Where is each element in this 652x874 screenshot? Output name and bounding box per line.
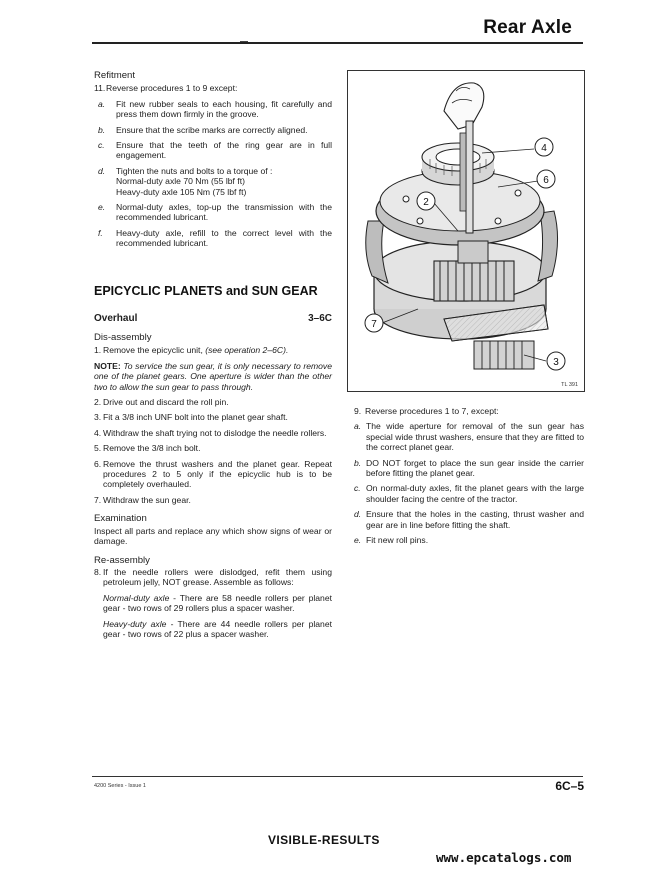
torque-heavy: Heavy-duty axle 105 Nm (75 lbf ft)	[116, 186, 247, 197]
item-letter: f.	[98, 227, 103, 238]
header-rule	[92, 42, 583, 44]
step-text: Withdraw the sun gear.	[103, 494, 191, 505]
item-letter: a.	[98, 98, 106, 109]
item-text: Ensure that the scribe marks are correctly aligned.	[116, 124, 308, 135]
step-number: 6.	[94, 458, 102, 469]
watermark-link[interactable]: www.epcatalogs.com	[436, 850, 572, 865]
footer-series: 4200 Series - Issue 1	[94, 783, 146, 789]
epicyclic-figure	[347, 70, 585, 392]
refitment-item-e	[94, 202, 332, 223]
step-text: Withdraw the shaft trying not to dislodge the needle rollers.	[103, 427, 327, 438]
step-text: If the needle rollers were dislodged, refit them using petroleum jelly, NOT grease. Assemble as follows:	[103, 566, 332, 588]
item-text: On normal-duty axles, fit the planet gears with the large shoulder facing the centre of the tractor.	[366, 483, 584, 504]
planet-gear	[434, 261, 514, 301]
step-9	[354, 406, 584, 416]
refitment-item-a	[94, 99, 332, 120]
refitment-item-d	[94, 166, 332, 197]
disassembly-heading: Dis-assembly	[94, 332, 152, 343]
planet-shaft	[466, 121, 473, 233]
step-9-item-e	[354, 535, 584, 545]
item-text: DO NOT forget to place the sun gear inside the carrier before fitting the planet gear.	[366, 457, 584, 479]
figure-code: TL 391	[561, 382, 578, 388]
item-text: Ensure that the holes in the casting, thrust washer and gear are in line before fitting the shaft.	[366, 509, 584, 530]
operation-code: 3–6C	[308, 313, 332, 324]
step-9-item-c	[354, 483, 584, 504]
hand	[444, 83, 484, 129]
svg-text:4: 4	[541, 143, 547, 154]
svg-text:6: 6	[543, 175, 549, 186]
item-text: Tighten the nuts and bolts to a torque of :	[116, 165, 273, 176]
item-text: Fit new roll pins.	[366, 535, 429, 546]
step-number: 7.	[94, 494, 102, 505]
torque-normal: Normal-duty axle 70 Nm (55 lbf ft)	[116, 176, 245, 187]
step-number: 3.	[94, 412, 102, 423]
item-text: Fit new rubber seals to each housing, fit carefully and press them down firmly in the groove.	[116, 98, 332, 120]
normal-duty-label: Normal-duty axle	[103, 592, 170, 603]
item-letter: c.	[98, 140, 105, 151]
footer-rule	[92, 776, 583, 777]
refitment-step-11	[94, 83, 332, 93]
step-number: 11.	[94, 83, 106, 94]
note-text: To service the sun gear, it is only necessary to remove one of the planet gears. One aperture is wider than the other two to allow the sun gear to pass through.	[94, 360, 332, 392]
step-number: 4.	[94, 427, 102, 438]
callout-6	[547, 352, 565, 370]
item-text: Heavy-duty axle, refill to the correct level with the recommended lubricant.	[116, 227, 332, 249]
disassembly-step-5	[94, 443, 332, 453]
item-letter: e.	[354, 535, 362, 546]
refitment-item-b	[94, 125, 332, 135]
normal-duty-text: - There are 58 needle rollers per planet gear - two rows of 29 rollers plus a spacer washer.	[103, 592, 332, 614]
callout-4	[537, 170, 555, 188]
callout-3	[535, 138, 553, 156]
svg-text:3: 3	[553, 357, 559, 368]
refitment-block	[94, 71, 332, 254]
step-number: 8.	[94, 566, 102, 577]
item-letter: d.	[98, 165, 106, 176]
disassembly-block	[94, 333, 332, 644]
page-number: 6C–5	[555, 779, 584, 793]
disassembly-step-3	[94, 412, 332, 422]
examination-text: Inspect all parts and replace any which show signs of wear or damage.	[94, 525, 332, 547]
step-9-item-b	[354, 458, 584, 479]
normal-duty-rollers	[94, 593, 332, 614]
banner-text: VISIBLE-RESULTS	[268, 833, 380, 847]
item-text: Ensure that the teeth of the ring gear are in full engagement.	[116, 140, 332, 161]
item-letter: b.	[98, 124, 106, 135]
step-number: 2.	[94, 397, 102, 408]
note-label: NOTE:	[94, 360, 121, 371]
note	[94, 361, 332, 392]
overhaul-label: Overhaul	[94, 313, 138, 324]
reassembly-step-8	[94, 567, 332, 588]
heavy-duty-text: - There are 44 needle rollers per planet gear - two rows of 22 plus a spacer washer.	[103, 618, 332, 639]
step-text: Reverse procedures 1 to 9 except:	[106, 83, 238, 94]
svg-text:2: 2	[423, 197, 429, 208]
step-number: 1.	[94, 345, 102, 356]
refitment-heading: Refitment	[94, 70, 136, 81]
item-letter: e.	[98, 202, 106, 213]
heavy-duty-label: Heavy-duty axle	[103, 618, 167, 629]
refitment-item-f	[94, 228, 332, 249]
disassembly-step-2	[94, 397, 332, 407]
step-text: Fit a 3/8 inch UNF bolt into the planet gear shaft.	[103, 412, 288, 423]
item-letter: d.	[354, 509, 362, 520]
refitment-item-c	[94, 140, 332, 161]
epicyclic-hub-illustration	[348, 71, 584, 391]
step-text: Remove the thrust washers and the planet gear. Repeat procedures 2 to 5 only if the epicyclic hub is to be completely overhauled.	[103, 458, 332, 490]
item-letter: b.	[354, 457, 362, 468]
callout-7	[365, 314, 383, 332]
disassembly-step-6	[94, 459, 332, 490]
heavy-duty-rollers	[94, 619, 332, 640]
disassembly-step-1	[94, 345, 332, 355]
item-text: Normal-duty axles, top-up the transmission with the recommended lubricant.	[116, 202, 332, 223]
sun-gear	[458, 241, 488, 263]
examination-heading: Examination	[94, 513, 147, 525]
reassembly-heading: Re-assembly	[94, 554, 150, 566]
item-letter: a.	[354, 421, 362, 432]
step-number: 5.	[94, 443, 102, 454]
disassembly-step-7	[94, 495, 332, 505]
disassembly-step-4	[94, 428, 332, 438]
step-text: Remove the 3/8 inch bolt.	[103, 443, 201, 454]
item-letter: c.	[354, 483, 361, 494]
step-text: Drive out and discard the roll pin.	[103, 397, 229, 408]
section-heading: EPICYCLIC PLANETS and SUN GEAR	[94, 284, 318, 298]
step-text: Remove the epicyclic unit,	[103, 345, 203, 356]
step-text: Reverse procedures 1 to 7, except:	[365, 406, 499, 416]
item-text: The wide aperture for removal of the sun gear has special wide thrust washers, ensure that they are fitted to the correct planet gear.	[366, 421, 584, 453]
svg-text:7: 7	[371, 319, 377, 330]
step-reference: (see operation 2–6C).	[205, 345, 289, 356]
page-title: Rear Axle	[483, 17, 572, 38]
step-9-item-d	[354, 509, 584, 530]
refitment-step-9-block	[354, 406, 584, 550]
callout-2	[417, 192, 435, 210]
step-9-item-a	[354, 421, 584, 452]
step-number: 9.	[354, 406, 362, 416]
